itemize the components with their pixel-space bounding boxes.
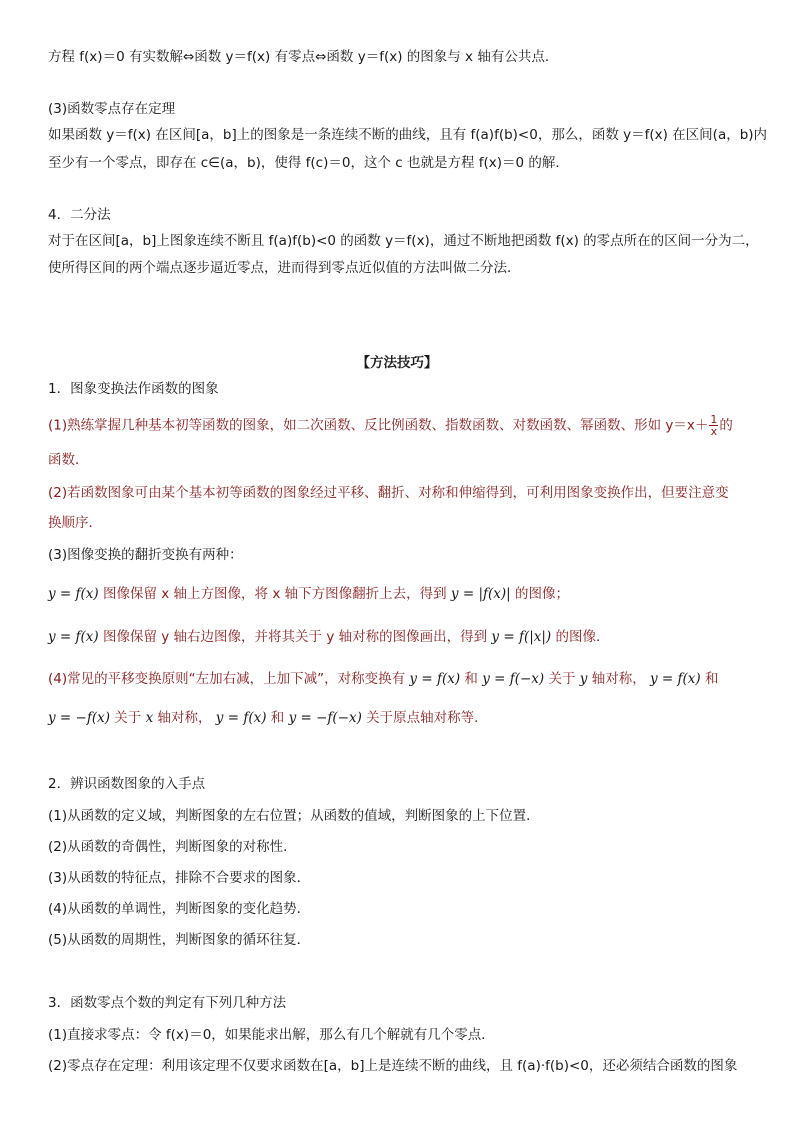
- zero-theorem-line-1: 如果函数 y＝f(x) 在区间[a，b]上的图象是一条连续不断的曲线，且有 f(a)f(b)<0，那么，函数 y＝f(x) 在区间(a，b)内: [48, 127, 768, 143]
- section-1-item-1-cont: 函数．: [48, 452, 89, 468]
- item-4-and-2: 和: [704, 671, 719, 687]
- item-4-expr-6: y = −f(−x): [288, 710, 362, 726]
- section-3-item-1: (1)直接求零点：令 f(x)＝0，如果能求出解，那么有几个解就有几个零点．: [48, 1027, 495, 1043]
- item-1-text: (1)熟练掌握几种基本初等函数的图象，如二次函数、反比例函数、指数函数、对数函数、幂函数、形如 y＝x＋: [48, 417, 709, 434]
- item-4-about-2: 关于: [114, 710, 142, 726]
- section-1-item-2: (2)若函数图象可由某个基本初等函数的图象经过平移、翻折、对称和伸缩得到，可利用图象变换作出，但要注意变: [48, 485, 729, 501]
- flip-rule-2: [48, 627, 609, 647]
- item-4-end: 关于原点轴对称等.: [366, 710, 479, 726]
- flip-2-result: y = f(|x|): [491, 629, 552, 645]
- flip-rule-1: [48, 584, 569, 604]
- flip-2-expression: y = f(x): [48, 629, 99, 645]
- zero-theorem-heading: (3)函数零点存在定理: [48, 101, 176, 117]
- flip-2-text: 图像保留 y 轴右边图像，并将其关于 y 轴对称的图像画出，得到: [102, 629, 488, 645]
- section-2-item-5: (5)从函数的周期性，判断图象的循环往复．: [48, 932, 311, 948]
- section-1-item-4-cont: [48, 708, 478, 728]
- item-4-expr-2: y = f(−x): [482, 671, 545, 687]
- section-1-item-1: [48, 414, 733, 437]
- item-4-expr-3: y = f(x): [650, 671, 701, 687]
- section-3-heading: 3．函数零点个数的判定有下列几种方法: [48, 995, 287, 1011]
- item-4-axis: 轴对称，: [591, 671, 646, 687]
- item-4-expr-5: y = f(x): [215, 710, 267, 726]
- item-4-axis-2: 轴对称，: [157, 710, 212, 726]
- item-4-about: 关于: [548, 671, 576, 687]
- section-3-item-2: (2)零点存在定理：利用该定理不仅要求函数在[a，b]上是连续不断的曲线，且 f(a)·f(b)<0，还必须结合函数的图象: [48, 1058, 738, 1074]
- methods-title: 【方法技巧】: [356, 355, 438, 371]
- item-4-text: (4)常见的平移变换原则“左加右减，上加下减”，对称变换有: [48, 671, 406, 687]
- section-1-item-2-cont: 换顺序．: [48, 515, 102, 531]
- flip-1-text: 图像保留 x 轴上方图像，将 x 轴下方图像翻折上去，得到: [102, 586, 447, 602]
- equivalence-text: 方程 f(x)＝0 有实数解⇔函数 y＝f(x) 有零点⇔函数 y＝f(x) 的图象与 x 轴有公共点．: [48, 49, 559, 65]
- section-2-item-1: (1)从函数的定义域，判断图象的左右位置；从函数的值域，判断图象的上下位置．: [48, 808, 540, 824]
- item-1-suffix: 的: [719, 417, 733, 434]
- item-4-x-var: x: [145, 710, 154, 726]
- item-4-and-3: 和: [270, 710, 285, 726]
- section-1-heading: 1．图象变换法作函数的图象: [48, 381, 219, 397]
- bisection-line-2: 使所得区间的两个端点逐步逼近零点，进而得到零点近似值的方法叫做二分法．: [48, 260, 521, 276]
- bisection-heading: 4．二分法: [48, 207, 111, 223]
- fraction-numerator: 1: [710, 413, 718, 426]
- zero-theorem-line-2: 至少有一个零点，即存在 c∈(a，b)，使得 f(c)＝0，这个 c 也就是方程 f(x)＝0 的解．: [48, 155, 569, 171]
- flip-1-result: y = |f(x)|: [450, 586, 511, 602]
- flip-1-end: 的图像；: [514, 586, 569, 602]
- item-4-y-var: y: [579, 671, 588, 687]
- item-4-expr-1: y = f(x): [409, 671, 461, 687]
- section-2-item-2: (2)从函数的奇偶性，判断图象的对称性．: [48, 839, 297, 855]
- section-2-heading: 2．辨识函数图象的入手点: [48, 776, 206, 792]
- bisection-line-1: 对于在区间[a，b]上图象连续不断且 f(a)f(b)<0 的函数 y＝f(x)，通过不断地把函数 f(x) 的零点所在的区间一分为二，: [48, 233, 759, 249]
- section-2-item-4: (4)从函数的单调性，判断图象的变化趋势．: [48, 901, 311, 917]
- flip-1-expression: y = f(x): [48, 586, 99, 602]
- item-4-expr-4: y = −f(x): [48, 710, 110, 726]
- section-2-item-3: (3)从函数的特征点，排除不合要求的图象．: [48, 870, 311, 886]
- fraction-denominator: x: [710, 425, 718, 438]
- flip-2-end: 的图像．: [555, 629, 610, 645]
- section-1-item-3: (3)图像变换的翻折变换有两种：: [48, 547, 243, 563]
- item-4-and-1: 和: [464, 671, 478, 687]
- section-1-item-4: [48, 669, 718, 689]
- fraction-one-over-x: [709, 414, 718, 437]
